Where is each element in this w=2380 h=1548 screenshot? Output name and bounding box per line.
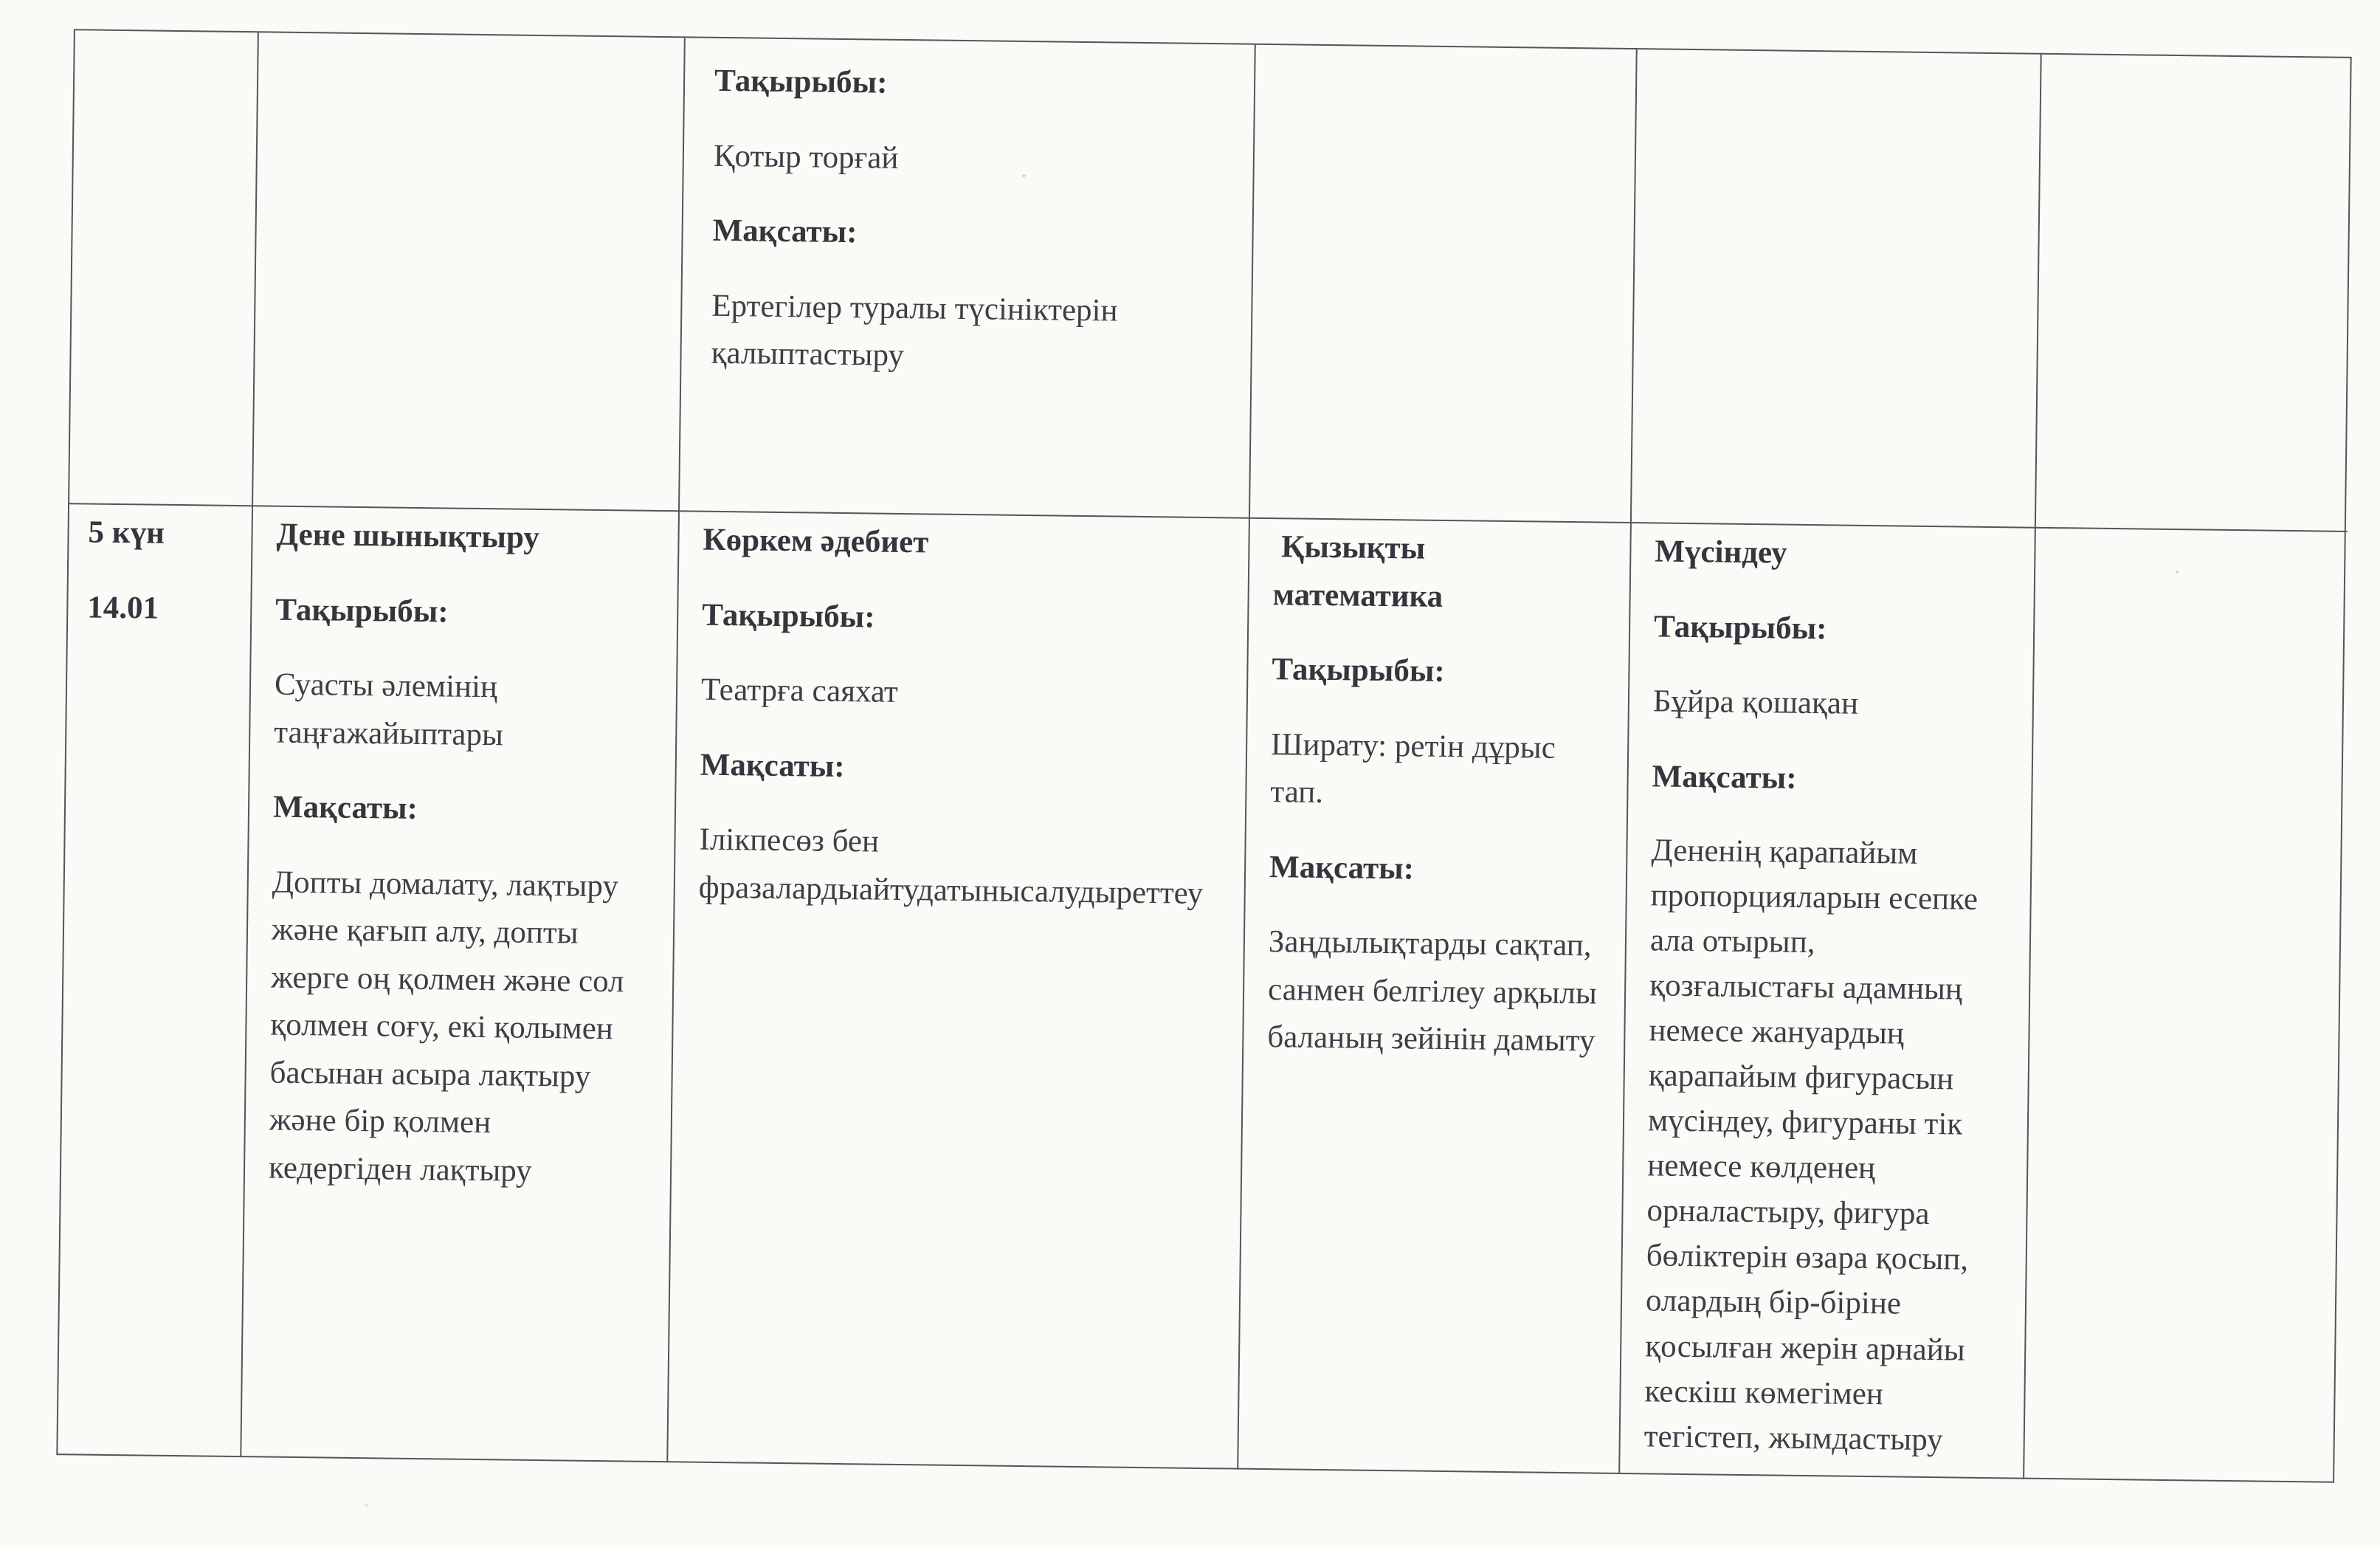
goal-text: Заңдылықтарды сақтап, санмен белгілеу арқылы баланың зейінін дамыту xyxy=(1267,924,1598,1059)
cell-notes-empty xyxy=(2023,527,2348,1483)
topic-text: Қотыр торғай xyxy=(713,138,899,176)
goal-text: Дененің қарапайым пропорцияларын есепке ала отырып, қозғалыстағы адамның немесе жануардың қарапайым фигурасын мүсіндеу, фигураны тік немесе көлденең орналастыру, фигура бөліктерін өзара қосып, олардың бір-біріне қосылған жерін арнайы кескіш көмегімен тегістеп, жымдастыру xyxy=(1643,833,1979,1457)
cell-fun-math xyxy=(1237,517,1630,1474)
goal-label: Мақсаты: xyxy=(712,213,858,250)
cell-prev-subject-2 xyxy=(678,38,1255,517)
topic-label: Тақырыбы: xyxy=(714,63,888,100)
goal-label: Мақсаты: xyxy=(1269,849,1415,886)
topic-text: Суасты әлемінің таңғажайыптары xyxy=(274,667,504,752)
cell-physical-education xyxy=(240,505,678,1462)
topic-label: Тақырыбы: xyxy=(1653,608,1827,646)
topic-label: Тақырыбы: xyxy=(1272,652,1446,689)
goal-text: Ертегілер туралы түсініктерін қалыптастыру xyxy=(711,288,1118,373)
scan-speck xyxy=(1022,174,1026,177)
topic-text: Ширату: ретін дұрыс тап. xyxy=(1270,726,1556,810)
cell-prev-notes xyxy=(2035,55,2353,531)
cell-prev-subject-3 xyxy=(1249,45,1636,522)
goal-label: Мақсаты: xyxy=(1652,758,1797,796)
cell-day-empty xyxy=(69,30,258,505)
subject-title: Дене шынықтыру xyxy=(276,517,540,555)
cell-fiction-literature xyxy=(666,510,1249,1469)
cell-prev-subject-1 xyxy=(252,32,684,510)
goal-label: Мақсаты: xyxy=(700,747,845,784)
goal-label: Мақсаты: xyxy=(272,789,418,826)
day-label: 5 күн xyxy=(88,515,165,551)
subject-title: Мүсіндеу xyxy=(1655,534,1787,571)
date-label: 14.01 xyxy=(87,590,159,626)
goal-text: Ілікпесөз бен фразалардыайтудатынысалудыреттеу xyxy=(698,822,1204,911)
topic-label: Тақырыбы: xyxy=(275,592,449,629)
topic-text: Бұйра қошақан xyxy=(1652,684,1859,721)
cell-prev-subject-4 xyxy=(1630,49,2041,527)
cell-sculpting xyxy=(1618,522,2035,1479)
scan-speck xyxy=(2176,571,2179,574)
goal-text: Допты домалату, лақтыру және қағып алу, допты жерге оң қолмен және сол қолмен соғу, екі қолымен басынан асыра лақтыру және бір қолмен кедергіден лақтыру xyxy=(268,864,624,1188)
lesson-plan-table xyxy=(56,29,2351,1483)
subject-title: Қызықты математика xyxy=(1272,529,1443,614)
scan-speck xyxy=(365,1504,369,1507)
cell-day-date xyxy=(58,503,252,1457)
subject-title: Көркем әдебиет xyxy=(703,522,929,560)
topic-label: Тақырыбы: xyxy=(701,597,875,635)
topic-text: Театрға саяхат xyxy=(700,672,898,709)
